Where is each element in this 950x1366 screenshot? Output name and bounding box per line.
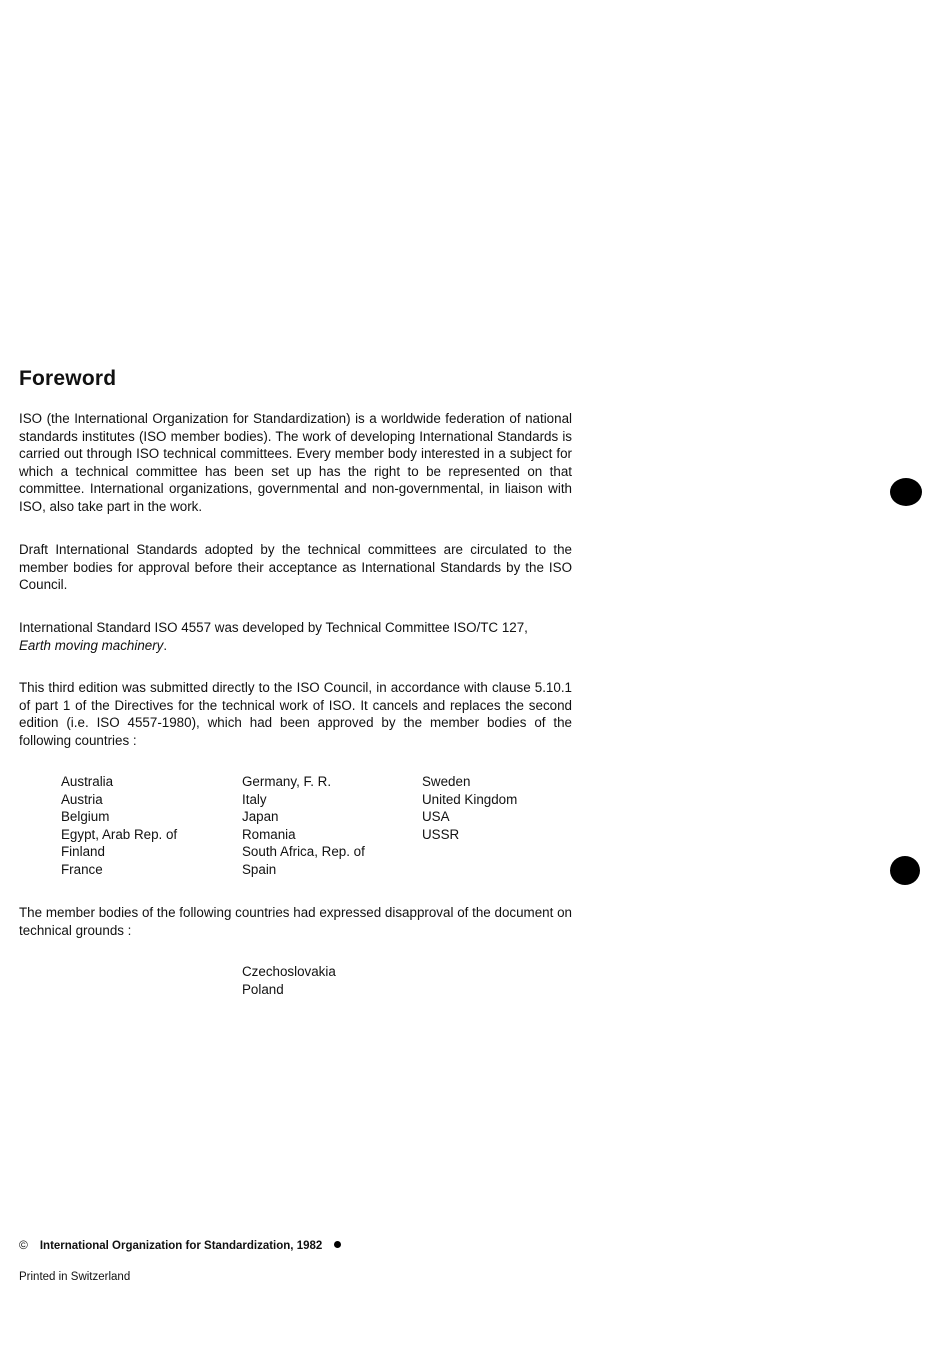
countries-column-3: [422, 773, 517, 843]
country-item: United Kingdom: [422, 791, 518, 807]
country-item: Poland: [242, 981, 284, 997]
copyright-icon: ©: [19, 1238, 28, 1252]
country-item: Japan: [242, 809, 279, 825]
country-item: South Africa, Rep. of: [242, 844, 365, 860]
paragraph-disapproval: The member bodies of the following countries had expressed disapproval of the document on technical grounds :: [19, 905, 572, 938]
copyright-text: International Organization for Standardization, 1982: [39, 1240, 323, 1252]
committee-suffix: .: [163, 637, 168, 653]
punch-hole-bottom-icon: [890, 856, 920, 885]
country-item: USSR: [422, 826, 460, 842]
bullet-dot-icon: [334, 1241, 341, 1248]
country-item: Belgium: [61, 809, 110, 825]
country-item: USA: [422, 809, 450, 825]
paragraph-edition-info: This third edition was submitted directly to the ISO Council, in accordance with clause 5.10.1 of part 1 of the Directives for the technical work of ISO. It cancels and replaces the second edition (i.e. ISO 4557-1980), which had been approved by the member bodies of the following countries :: [19, 680, 572, 748]
country-item: Australia: [61, 774, 114, 789]
countries-column-1: [61, 773, 177, 879]
country-item: Finland: [61, 844, 105, 860]
country-item: Spain: [242, 861, 277, 877]
punch-hole-top-icon: [890, 478, 922, 506]
countries-column-2: [242, 773, 365, 879]
country-item: Sweden: [422, 774, 471, 789]
copyright-line: [19, 1238, 341, 1252]
country-item: Austria: [61, 791, 103, 807]
country-item: France: [61, 861, 103, 877]
paragraph-iso-intro: ISO (the International Organization for Standardization) is a worldwide federation of national standards institutes (ISO member bodies). The work of developing International Standards is carried out through ISO technical committees. Every member body interested in a subject for which a technical committee has been set up has the right to be represented on that committee. International organizations, governmental and non-governmental, in liaison with ISO, also take part in the work.: [19, 411, 572, 514]
country-item: Czechoslovakia: [242, 964, 336, 979]
disapproving-countries-list: [242, 963, 336, 998]
country-item: Romania: [242, 826, 296, 842]
committee-sentence: International Standard ISO 4557 was developed by Technical Committee ISO/TC 127,: [19, 620, 528, 635]
country-item: Italy: [242, 791, 267, 807]
paragraph-technical-committee: [19, 619, 572, 654]
country-item: Egypt, Arab Rep. of: [61, 826, 178, 842]
printed-location: Printed in Switzerland: [19, 1271, 131, 1283]
paragraph-draft-standards: Draft International Standards adopted by the technical committees are circulated to the member bodies for approval before their acceptance as International Standards by the ISO Council.: [19, 542, 572, 593]
page-title: Foreword: [19, 367, 117, 390]
committee-name: Earth moving machinery: [19, 637, 164, 653]
country-item: Germany, F. R.: [242, 774, 332, 789]
